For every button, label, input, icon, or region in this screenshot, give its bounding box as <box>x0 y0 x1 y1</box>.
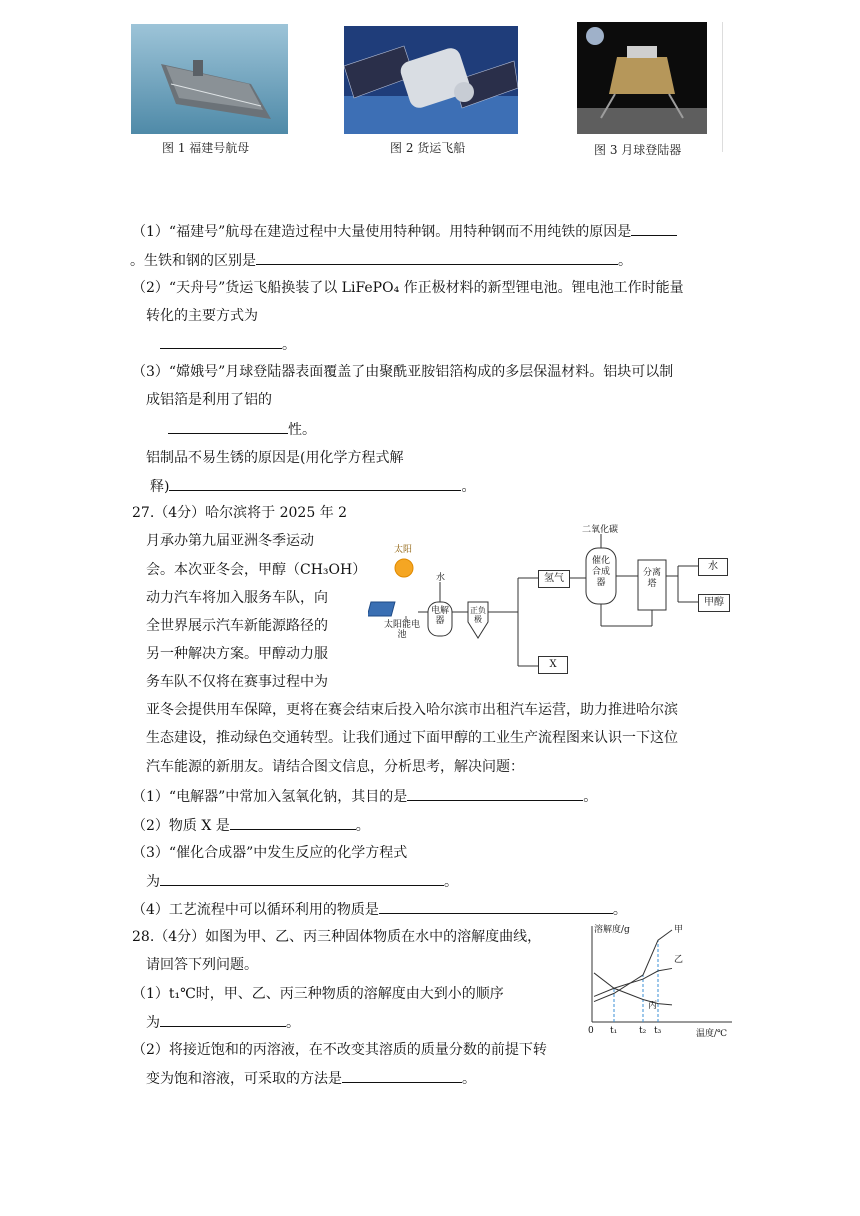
q28-sub2-line1: （2）将接近饱和的丙溶液，在不改变其溶质的质量分数的前提下转 <box>132 1042 547 1058</box>
diagram-separator-label: 分离塔 <box>642 568 661 589</box>
q28-sub1-line1: （1）t₁℃时，甲、乙、丙三种物质的溶解度由大到小的顺序 <box>132 986 504 1002</box>
q27-sub3-end: 。 <box>444 874 458 890</box>
q26-part3-line2: 成铝箔是利用了铝的 <box>146 392 272 408</box>
q28-line2: 请回答下列问题。 <box>146 957 258 973</box>
series-label-yi: 乙 <box>674 955 684 965</box>
q28-line1: 28.（4分）如图为甲、乙、丙三种固体物质在水中的溶解度曲线， <box>132 929 542 945</box>
q26-part1-text2: 。生铁和钢的区别是 <box>130 253 256 269</box>
q27-sub1-end: 。 <box>583 789 598 805</box>
q27-line5: 全世界展示汽车新能源路径的 <box>146 618 328 634</box>
diagram-water-out-box: 水 <box>698 558 728 576</box>
q27-line6: 另一种解决方案。甲醇动力服 <box>146 646 328 662</box>
q27-sub3-blank[interactable] <box>160 871 444 886</box>
q27-sub1-blank[interactable] <box>407 786 583 801</box>
photo-divider <box>722 22 723 152</box>
q27-sub4-blank[interactable] <box>379 899 613 914</box>
diagram-methanol-out-box: 甲醇 <box>698 594 730 612</box>
q28-sub1-end: 。 <box>286 1015 300 1031</box>
series-line-2 <box>594 973 672 1005</box>
diagram-x-box: X <box>538 656 568 674</box>
lunar-lander-photo <box>577 22 707 134</box>
q26-part2-end: 。 <box>282 337 296 353</box>
q26-part3-line5 <box>150 476 475 497</box>
q28-sub1-blank[interactable] <box>160 1012 286 1027</box>
q26-part1-blank-b[interactable] <box>256 250 618 265</box>
series-label-bing: 丙 <box>648 1001 658 1011</box>
q27-sub2-blank[interactable] <box>230 815 356 830</box>
q27-line9: 生态建设，推动绿色交通转型。让我们通过下面甲醇的工业生产流程图来认识一下这位 <box>146 730 678 746</box>
q26-part3-line1: （3）“嫦娥号”月球登陆器表面覆盖了由聚酰亚胺铝箔构成的多层保温材料。铝块可以制 <box>132 364 674 380</box>
diagram-water-label: 水 <box>436 573 446 583</box>
solubility-chart-svg <box>586 922 736 1040</box>
q26-part1-line2 <box>130 250 632 271</box>
chart-origin: 0 <box>588 1026 594 1036</box>
fig2-caption: 图 2 货运飞船 <box>390 141 466 155</box>
q26-part1-blank-a[interactable] <box>631 221 677 236</box>
q26-part3-line3 <box>168 419 316 440</box>
q27-line4: 动力汽车将加入服务车队，向 <box>146 590 328 606</box>
q27-sub2-text: （2）物质 X 是 <box>132 818 230 834</box>
diagram-electrolyzer-label: 电解器 <box>430 606 449 626</box>
q28-sub2-blank[interactable] <box>342 1068 462 1083</box>
q28-sub2-end: 。 <box>462 1071 476 1087</box>
q28-sub1-text: 为 <box>146 1015 160 1031</box>
q27-line1: 27.（4分）哈尔滨将于 2025 年 2 <box>132 505 348 521</box>
fig1-caption: 图 1 福建号航母 <box>162 141 250 155</box>
aircraft-carrier-photo <box>131 24 288 134</box>
q27-line8: 亚冬会提供用车保障，更将在赛会结束后投入哈尔滨市出租汽车运营，助力推进哈尔滨 <box>146 702 678 718</box>
q26-part3-suffix: 性。 <box>288 422 316 438</box>
diagram-synth-label: 催化合成器 <box>591 556 610 588</box>
q26-part1-end: 。 <box>618 253 632 269</box>
q26-part3-blank-a[interactable] <box>168 419 288 434</box>
diagram-cathode-label: 正负极 <box>470 606 486 624</box>
q26-part2-line1: （2）“天舟号”货运飞船换装了以 LiFePO₄ 作正极材料的新型锂电池。锂电池工作时能量 <box>132 280 684 296</box>
methanol-flow-diagram <box>368 516 740 680</box>
tick-t3: t₃ <box>654 1026 662 1036</box>
q26-part1-text: （1）“福建号”航母在建造过程中大量使用特种钢。用特种钢而不用纯铁的原因是 <box>132 224 632 240</box>
cargo-spacecraft-photo <box>344 26 518 134</box>
q26-part1-line1 <box>132 221 677 242</box>
q28-sub2-line2 <box>146 1068 476 1089</box>
chart-xlabel: 温度/℃ <box>696 1029 728 1039</box>
diagram-panel-label: 太阳能电池 <box>383 620 420 640</box>
q27-sub3-line1: （3）“催化合成器”中发生反应的化学方程式 <box>132 845 408 861</box>
q28-sub1-line2 <box>146 1012 300 1033</box>
tick-t1: t₁ <box>610 1026 618 1036</box>
diagram-sun-label: 太阳 <box>394 545 413 555</box>
q26-part2-line2: 转化的主要方式为 <box>146 308 258 324</box>
tick-t2: t₂ <box>639 1026 647 1036</box>
q27-sub4-end: 。 <box>612 902 627 918</box>
solubility-chart <box>586 922 736 1040</box>
q26-part2-blank[interactable] <box>160 334 282 349</box>
q27-sub2 <box>132 815 370 836</box>
chart-ylabel: 溶解度/g <box>594 925 630 935</box>
q27-line7: 务车队不仅将在赛事过程中为 <box>146 674 328 690</box>
series-label-jia: 甲 <box>674 925 684 935</box>
q27-sub3-line2 <box>146 871 458 892</box>
q26-part2-line3 <box>160 334 296 355</box>
fig3-caption: 图 3 月球登陆器 <box>594 143 682 157</box>
q26-part3-end: 。 <box>461 479 476 495</box>
q27-sub2-end: 。 <box>355 818 370 834</box>
q27-sub1 <box>132 786 597 807</box>
q27-sub1-text: （1）“电解器”中常加入氢氧化钠，其目的是 <box>132 789 408 805</box>
q27-line2: 月承办第九届亚洲冬季运动 <box>146 533 314 549</box>
diagram-hydrogen-box: 氢气 <box>538 570 570 588</box>
q27-line3: 会。本次亚冬会，甲醇（CH₃OH） <box>146 562 367 578</box>
q27-sub3-text: 为 <box>146 874 160 890</box>
series-line-0 <box>594 930 672 1002</box>
q27-sub4-text: （4）工艺流程中可以循环利用的物质是 <box>132 902 379 918</box>
q27-line10: 汽车能源的新朋友。请结合图文信息，分析思考，解决问题： <box>146 759 524 775</box>
q28-sub2-text: 变为饱和溶液，可采取的方法是 <box>146 1071 342 1087</box>
q26-part3-text-e: 释) <box>150 479 170 495</box>
q26-part3-blank-b[interactable] <box>169 476 461 491</box>
q26-part3-line4: 铝制品不易生锈的原因是(用化学方程式解 <box>146 450 404 466</box>
diagram-co2-label: 二氧化碳 <box>582 525 619 535</box>
q27-sub4 <box>132 899 627 920</box>
